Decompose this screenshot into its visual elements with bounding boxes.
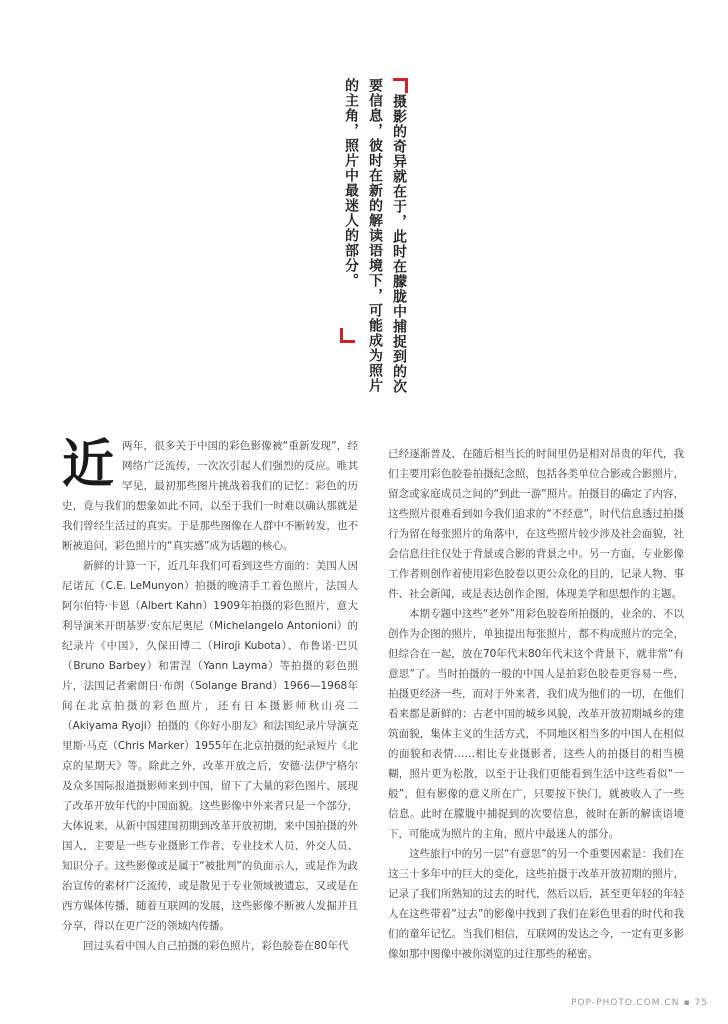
quote-open-bracket xyxy=(393,78,408,93)
pull-quote-line-1: 摄影的奇异就在于，此时在朦胧中捕捉到的次 xyxy=(391,94,407,394)
pull-quote-line-3: 的主角，照片中最迷人的部分。 xyxy=(343,78,359,288)
footer-site: POP-PHOTO.COM.CN xyxy=(571,998,680,1008)
page-number: 75 xyxy=(694,998,708,1008)
footer-separator: ▪ xyxy=(683,998,691,1008)
pull-quote xyxy=(338,70,410,394)
paragraph-text: 两年，很多关于中国的彩色影像被“重新发现”，经网络广泛流传，一次次引起人们强烈的反应。唯其罕见，最初那些图片挑战着我们的记忆：彩色的历史，竟与我们的想象如此不同，以至于我们一时难以确认那就是我们曾经生活过的真实。于是那些图像在人群中不断转发，也不断被追问，彩色照片的“真实感”成为话题的核心。 xyxy=(62,440,358,552)
article-paragraph: 这些旅行中的另一层“有意思”的另一个重要因素是：我们在这三十多年中的巨大的变化，这些拍摄于改革开放初期的照片，记录了我们所熟知的过去的时代，然后以后，甚至更年轻的年轻人在这些带着“过去”的影像中找到了我们在彩色里看的时代和我们的童年记忆。当我们相信，互联网的发达之今，一定有更多影像如那中图像中被你浏览的过往那些的秘密。 xyxy=(388,848,684,960)
article-paragraph: 本期专题中这些“老外”用彩色胶卷所拍摄的，业余的、不以创作为企图的照片，单独提出每张照片，都不构成照片的完全，但综合在一起，放在70年代末80年代末这个背景下，就非常“有意思”了。当时拍摄的一般的中国人是拍彩色胶卷更容易一些，拍摄更经济一些，而对于外来者，我们成为他们的一切，在他们看来都是新鲜的：古老中国的城乡风貌，改革开放初期城乡的建筑面貌，集体主义的生活方式，不同地区相当多的中国人在相似的面貌和表情……相比专业摄影者，这些人的拍摄目的相当模糊，照片更为松散，以至于让我们更能看到生活中这些看似“一般”，但有影像的意义所在广，只要按下快门，就被收入了一些信息。此时在朦胧中捕捉到的次要信息，彼时在新的解读语境下，可能成为照片的主角，照片中最迷人的部分。 xyxy=(388,608,684,840)
article-paragraph xyxy=(62,436,358,556)
article-paragraph: 回过头看中国人自己拍摄的彩色照片，彩色胶卷在80年代 xyxy=(83,940,349,952)
article-paragraph: 新鲜的计算一下，近几年我们可看到这些方面的：美国人因尼诺瓦（C.E. LeMunyon）拍摄的晚清手工着色照片，法国人阿尔伯特·卡恩（Albert Kahn）1909年拍摄的彩色照片，意大利导演米开朗基罗·安东尼奥尼（Michelangelo Antonioni）的纪录片《中国》，久保田博二（Hiroji Kubota）、布鲁诺·巴贝（Bruno Barbey）和雷涅（Yann Layma）等拍摄的彩色照片，法国记者索朗日·布朗（Solange Brand）1966—1968年间在北京拍摄的彩色照片，还有日本摄影师秋山亮二（Akiyama Ryoji）拍摄的《你好小朋友》和法国纪录片导演克里斯·马克（Chris Marker）1955年在北京拍摄的纪录短片《北京的星期天》等。除此之外，改革开放之后，安德·法伊宁格尔及众多国际报道摄影师来到中国，留下了大量的彩色图片，展现了改革开放年代的中国面貌。这些影像中外来者只是一个部分，大体说来，从新中国建国初期到改革开放初期，来中国拍摄的外国人，主要是一些专业摄影工作者、专业技术人员、外交人员、知识分子。这些影像或是属于“被批判”的负面示人，或是作为政治宣传的素材广泛流传，或是散见于专业领域被遗忘，又或是在西方媒体传播，随着互联网的发展，这些影像不断被人发掘并且分享，得以在更广泛的领域内传播。 xyxy=(62,560,358,932)
pull-quote-line-2: 要信息，彼时在新的解读语境下，可能成为照片 xyxy=(367,78,383,393)
drop-cap: 近 xyxy=(62,434,115,495)
article-body xyxy=(62,436,686,976)
article-column-right xyxy=(388,444,684,964)
page-footer xyxy=(571,998,708,1008)
article-column-left xyxy=(62,436,358,956)
quote-close-bracket xyxy=(340,328,355,343)
article-paragraph: 已经逐渐普及，在随后相当长的时间里仍是相对昂贵的年代，我们主要用彩色胶卷拍摄纪念照，包括各类单位合影或合影照片，留念或家庭成员之间的“到此一游”照片。拍摄目的确定了内容，这些照片很难看到如今我们追求的“不经意”，时代信息透过拍摄行为留在每张照片的角落中，在这些照片较少涉及社会面貌，社会信息往往仅处于背景或合影的背景之中。另一方面，专业影像工作者则创作着使用彩色胶卷以更公众化的目的，记录人物、事件、社会新闻，或是表达创作企图，体现美学和思想作的主题。 xyxy=(388,448,684,600)
